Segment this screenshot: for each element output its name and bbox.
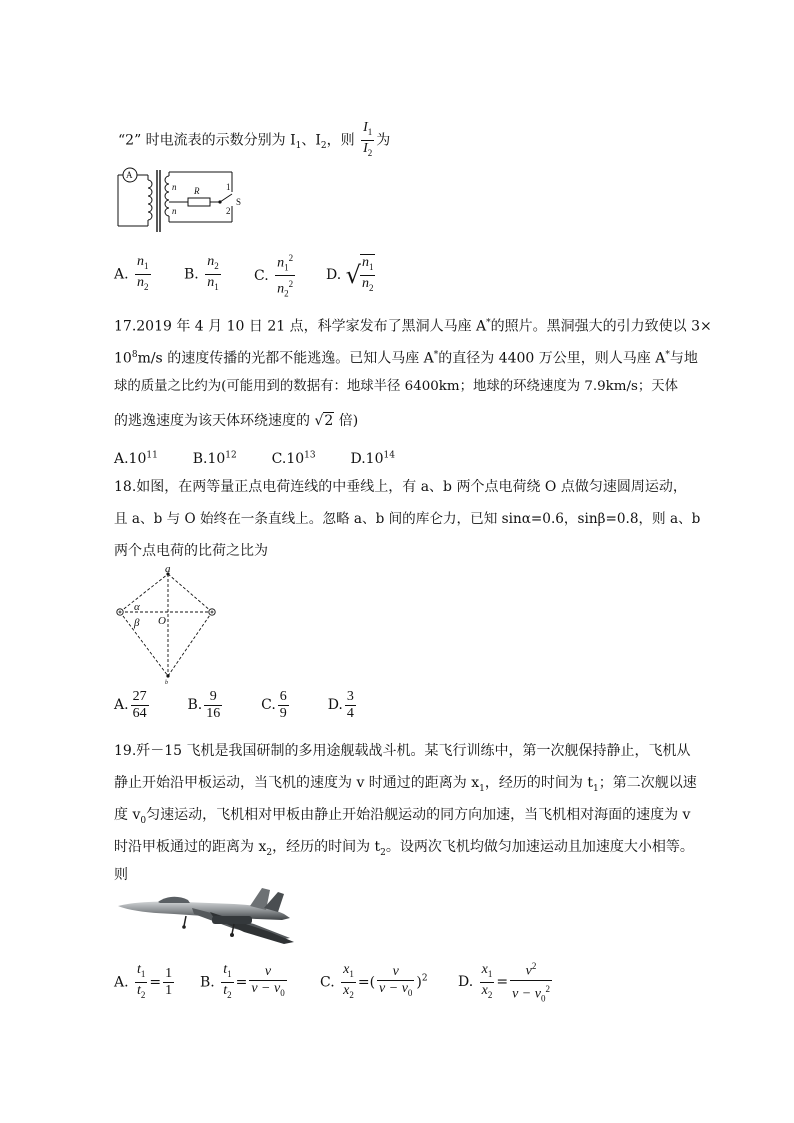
q18-line-2: 且 a、b 与 O 始终在一条直线上。忽略 a、b 间的库仑力，已知 sinα=0.6，sinβ=0.8，则 a、b bbox=[114, 511, 701, 527]
sub: 1 bbox=[349, 968, 354, 979]
text: 时沿甲板通过的距离为 x bbox=[114, 839, 267, 855]
frac-num: t bbox=[137, 962, 141, 977]
text: 的逃逸速度为该天体环绕速度的 bbox=[114, 413, 310, 429]
q17-option-a bbox=[114, 451, 158, 467]
option-label: C. bbox=[261, 697, 276, 713]
q16-stem bbox=[118, 120, 390, 161]
frac-den: t bbox=[137, 982, 141, 998]
q16-option-d bbox=[326, 254, 377, 296]
sub: 0 bbox=[280, 987, 285, 998]
lhs-fraction bbox=[341, 962, 356, 1003]
option-fraction bbox=[278, 689, 289, 722]
text: ；第二次舰以速 bbox=[598, 775, 697, 791]
option-label: A. bbox=[114, 974, 129, 991]
sup: 14 bbox=[383, 450, 395, 460]
q18-line-1: 18.如图，在两等量正点电荷连线的中垂线上，有 a、b 两个点电荷绕 O 点做匀速圆周运动， bbox=[114, 479, 687, 495]
q17-options bbox=[114, 446, 395, 468]
option-text: D.10 bbox=[350, 450, 384, 467]
frac-den: x bbox=[481, 982, 488, 998]
frac-den: t bbox=[223, 982, 228, 998]
option-label: D. bbox=[326, 266, 342, 283]
lhs-fraction bbox=[480, 962, 495, 1003]
frac-den: v − v bbox=[379, 980, 408, 996]
text: 倍) bbox=[338, 413, 359, 429]
sub: 2 bbox=[368, 282, 374, 293]
frac-den: 16 bbox=[206, 705, 221, 721]
text: 与地 bbox=[669, 350, 698, 367]
switch-label: S bbox=[236, 197, 242, 207]
sup: 2 bbox=[288, 253, 294, 263]
option-fraction bbox=[135, 254, 151, 295]
frac-num: n bbox=[207, 254, 215, 269]
q17-option-c bbox=[272, 451, 316, 467]
frac-den: v − v bbox=[251, 980, 281, 996]
option-fraction bbox=[360, 254, 376, 296]
text: 的直径为 4400 万公里，则人马座 A bbox=[438, 350, 666, 367]
sqrt-value: 2 bbox=[324, 413, 334, 429]
q16-ratio-fraction bbox=[361, 120, 374, 161]
lhs-fraction bbox=[221, 962, 233, 1003]
q18-option-c bbox=[261, 688, 291, 721]
terminal-2-label: 2 bbox=[226, 206, 231, 216]
sub: 1 bbox=[295, 141, 302, 152]
frac-den: 9 bbox=[279, 705, 287, 721]
sub: 1 bbox=[214, 281, 219, 292]
q19-option-d bbox=[458, 958, 554, 1006]
paren: ) bbox=[416, 974, 422, 991]
option-label: D. bbox=[458, 974, 474, 991]
q16-text-a: “2” 时电流表的示数分别为 I bbox=[118, 132, 296, 149]
frac-num: 3 bbox=[346, 688, 354, 704]
frac-den: n bbox=[277, 282, 285, 298]
frac-den: n bbox=[137, 274, 145, 290]
q19-option-b bbox=[200, 962, 289, 1003]
sub: 1 bbox=[487, 968, 493, 979]
paren: ( bbox=[369, 974, 376, 991]
sup: * bbox=[665, 350, 670, 360]
option-label: A. bbox=[114, 266, 129, 283]
text: 10 bbox=[114, 350, 132, 367]
option-label: B. bbox=[184, 266, 199, 283]
frac-den: 64 bbox=[132, 705, 147, 721]
q19-option-c bbox=[320, 962, 428, 1003]
sub: 1 bbox=[227, 968, 232, 979]
ammeter-label: A bbox=[126, 170, 133, 180]
sub: 1 bbox=[367, 126, 373, 137]
frac-num: 9 bbox=[204, 689, 222, 706]
text: 匀速运动，飞机相对甲板由静止开始沿舰运动的同方向加速，当飞机相对海面的速度为 v bbox=[146, 807, 691, 823]
option-fraction bbox=[204, 689, 222, 722]
frac-den: v − v bbox=[512, 986, 541, 1002]
sup: * bbox=[486, 318, 491, 328]
text: 度 v bbox=[114, 807, 141, 823]
equals: = bbox=[235, 974, 248, 991]
sup: 12 bbox=[225, 450, 237, 460]
sub: 1 bbox=[284, 262, 289, 273]
option-text: A.10 bbox=[114, 450, 147, 467]
q18-option-d bbox=[327, 688, 358, 721]
rhs-fraction bbox=[377, 964, 414, 1001]
n1-label: n bbox=[172, 182, 177, 192]
charge-b bbox=[166, 674, 169, 677]
frac-num: t bbox=[223, 962, 228, 977]
rhs-fraction bbox=[510, 958, 552, 1006]
q18-option-b bbox=[187, 688, 224, 721]
q17-line-1 bbox=[114, 314, 712, 336]
frac-den: n bbox=[361, 275, 369, 291]
option-label: C. bbox=[320, 974, 335, 991]
sub: 0 bbox=[407, 987, 413, 998]
option-fraction bbox=[205, 254, 221, 295]
sqrt-symbol: √ bbox=[345, 260, 361, 289]
sqrt-2: √2 bbox=[314, 413, 334, 429]
q19-line-1: 19.歼－15 飞机是我国研制的多用途舰载战斗机。某飞行训练中，第一次舰保持静止，飞机从 bbox=[114, 743, 691, 759]
label-O: O bbox=[158, 615, 166, 627]
q17-option-b bbox=[193, 451, 237, 467]
sub: 2 bbox=[320, 141, 327, 152]
primary-coil bbox=[148, 180, 152, 220]
label-beta: β bbox=[134, 617, 140, 629]
q19-option-a bbox=[114, 962, 176, 1003]
q17-line-4 bbox=[114, 412, 358, 430]
text: ，经历的时间为 t bbox=[484, 775, 593, 791]
resistor-label: R bbox=[194, 186, 200, 196]
frac-num: n bbox=[361, 255, 369, 270]
sub: 2 bbox=[140, 989, 146, 1000]
sub: 2 bbox=[284, 288, 289, 299]
resistor-symbol bbox=[188, 198, 210, 206]
label-alpha: α bbox=[134, 601, 140, 613]
charges-diagram bbox=[112, 563, 224, 686]
q19-line-3 bbox=[114, 806, 690, 830]
sup: * bbox=[433, 350, 439, 360]
text: 17.2019 年 4 月 10 日 21 点，科学家发布了黑洞人马座 A bbox=[114, 318, 487, 335]
sub: 2 bbox=[144, 281, 149, 292]
frac-den: n bbox=[207, 274, 215, 290]
option-label: D. bbox=[327, 697, 343, 713]
frac-num: v bbox=[525, 963, 532, 979]
sub: 1 bbox=[144, 260, 149, 271]
sup: 8 bbox=[131, 350, 138, 360]
q16-option-c bbox=[254, 250, 297, 302]
label-a: a bbox=[165, 563, 171, 575]
jet-fighter-image bbox=[114, 884, 298, 946]
option-label: B. bbox=[187, 697, 203, 713]
sub: 2 bbox=[367, 147, 373, 158]
q19-line-5: 则 bbox=[114, 867, 128, 883]
sub: 1 bbox=[592, 783, 599, 794]
frac-num: x bbox=[343, 962, 350, 977]
frac-num: n bbox=[277, 255, 285, 271]
option-text: B.10 bbox=[192, 450, 226, 467]
sup: 2 bbox=[531, 961, 537, 971]
option-label: C. bbox=[254, 267, 269, 284]
option-fraction bbox=[275, 250, 295, 302]
frac-num: x bbox=[481, 961, 488, 977]
sub: 2 bbox=[349, 989, 354, 1000]
q16-text-c: ，则 bbox=[326, 132, 355, 149]
text: ，经历的时间为 t bbox=[272, 839, 381, 855]
sub: 2 bbox=[214, 260, 219, 271]
frac-num: 1 bbox=[165, 965, 173, 981]
q19-line-2 bbox=[114, 774, 697, 798]
sup: 2 bbox=[288, 279, 294, 290]
frac-num: v bbox=[249, 964, 286, 981]
sub: 1 bbox=[140, 968, 146, 979]
rhs-fraction bbox=[163, 966, 174, 999]
option-fraction bbox=[131, 689, 149, 722]
text: 的照片。黑洞强大的引力致使以 3× bbox=[490, 318, 712, 335]
rhs-fraction bbox=[249, 964, 286, 1001]
sub: 2 bbox=[380, 847, 386, 858]
q16-option-b bbox=[184, 254, 223, 295]
frac-num: v bbox=[377, 964, 414, 981]
frac-den: I bbox=[363, 140, 368, 156]
text: m/s 的速度传播的光都不能逃逸。已知人马座 A bbox=[137, 350, 434, 367]
text: 静止开始沿甲板运动，当飞机的速度为 v 时通过的距离为 x bbox=[114, 775, 480, 791]
sub: 0 bbox=[540, 993, 546, 1004]
option-text: C.10 bbox=[271, 450, 305, 467]
lhs-fraction bbox=[135, 962, 147, 1003]
q16-text-d: 为 bbox=[376, 132, 391, 149]
frac-num: n bbox=[137, 254, 145, 269]
q16-text-b: 、I bbox=[301, 132, 321, 149]
option-label: A. bbox=[114, 697, 129, 713]
frac-num: 6 bbox=[279, 688, 287, 704]
sup: 2 bbox=[545, 983, 550, 994]
terminal-1-label: 1 bbox=[226, 182, 231, 192]
sup: 13 bbox=[304, 450, 316, 460]
n2-label: n bbox=[172, 206, 177, 216]
sub: 1 bbox=[368, 261, 374, 272]
sup: 11 bbox=[146, 450, 158, 460]
q18-line-3: 两个点电荷的比荷之比为 bbox=[114, 543, 268, 559]
frac-den: 4 bbox=[346, 705, 354, 721]
sub: 2 bbox=[487, 989, 493, 1000]
label-b: b bbox=[165, 680, 168, 686]
q18-option-a bbox=[114, 688, 151, 721]
option-fraction bbox=[345, 689, 356, 722]
q17-option-d bbox=[351, 451, 395, 467]
frac-den: 1 bbox=[165, 982, 173, 998]
frac-num: I bbox=[363, 120, 368, 135]
text: 。设两次飞机均做匀加速运动且加速度大小相等。 bbox=[385, 839, 694, 855]
secondary-coil bbox=[165, 176, 169, 216]
q19-line-4 bbox=[114, 838, 694, 862]
transformer-circuit-diagram bbox=[114, 162, 254, 238]
sub: 1 bbox=[479, 783, 485, 794]
q16-option-a bbox=[114, 254, 153, 295]
equals: = bbox=[496, 974, 509, 991]
equals: = bbox=[357, 974, 370, 991]
sup: 2 bbox=[421, 973, 428, 984]
frac-den: x bbox=[343, 982, 350, 998]
sub: 0 bbox=[140, 815, 147, 826]
sub: 2 bbox=[227, 989, 232, 1000]
frac-num: 27 bbox=[132, 688, 147, 704]
sub: 2 bbox=[266, 847, 273, 858]
q17-line-3: 球的质量之比约为(可能用到的数据有：地球半径 6400km；地球的环绕速度为 7.9km/s；天体 bbox=[114, 379, 679, 394]
option-label: B. bbox=[200, 974, 215, 991]
q18-options bbox=[114, 688, 358, 722]
equals: = bbox=[149, 974, 162, 991]
q17-line-2 bbox=[114, 346, 698, 368]
